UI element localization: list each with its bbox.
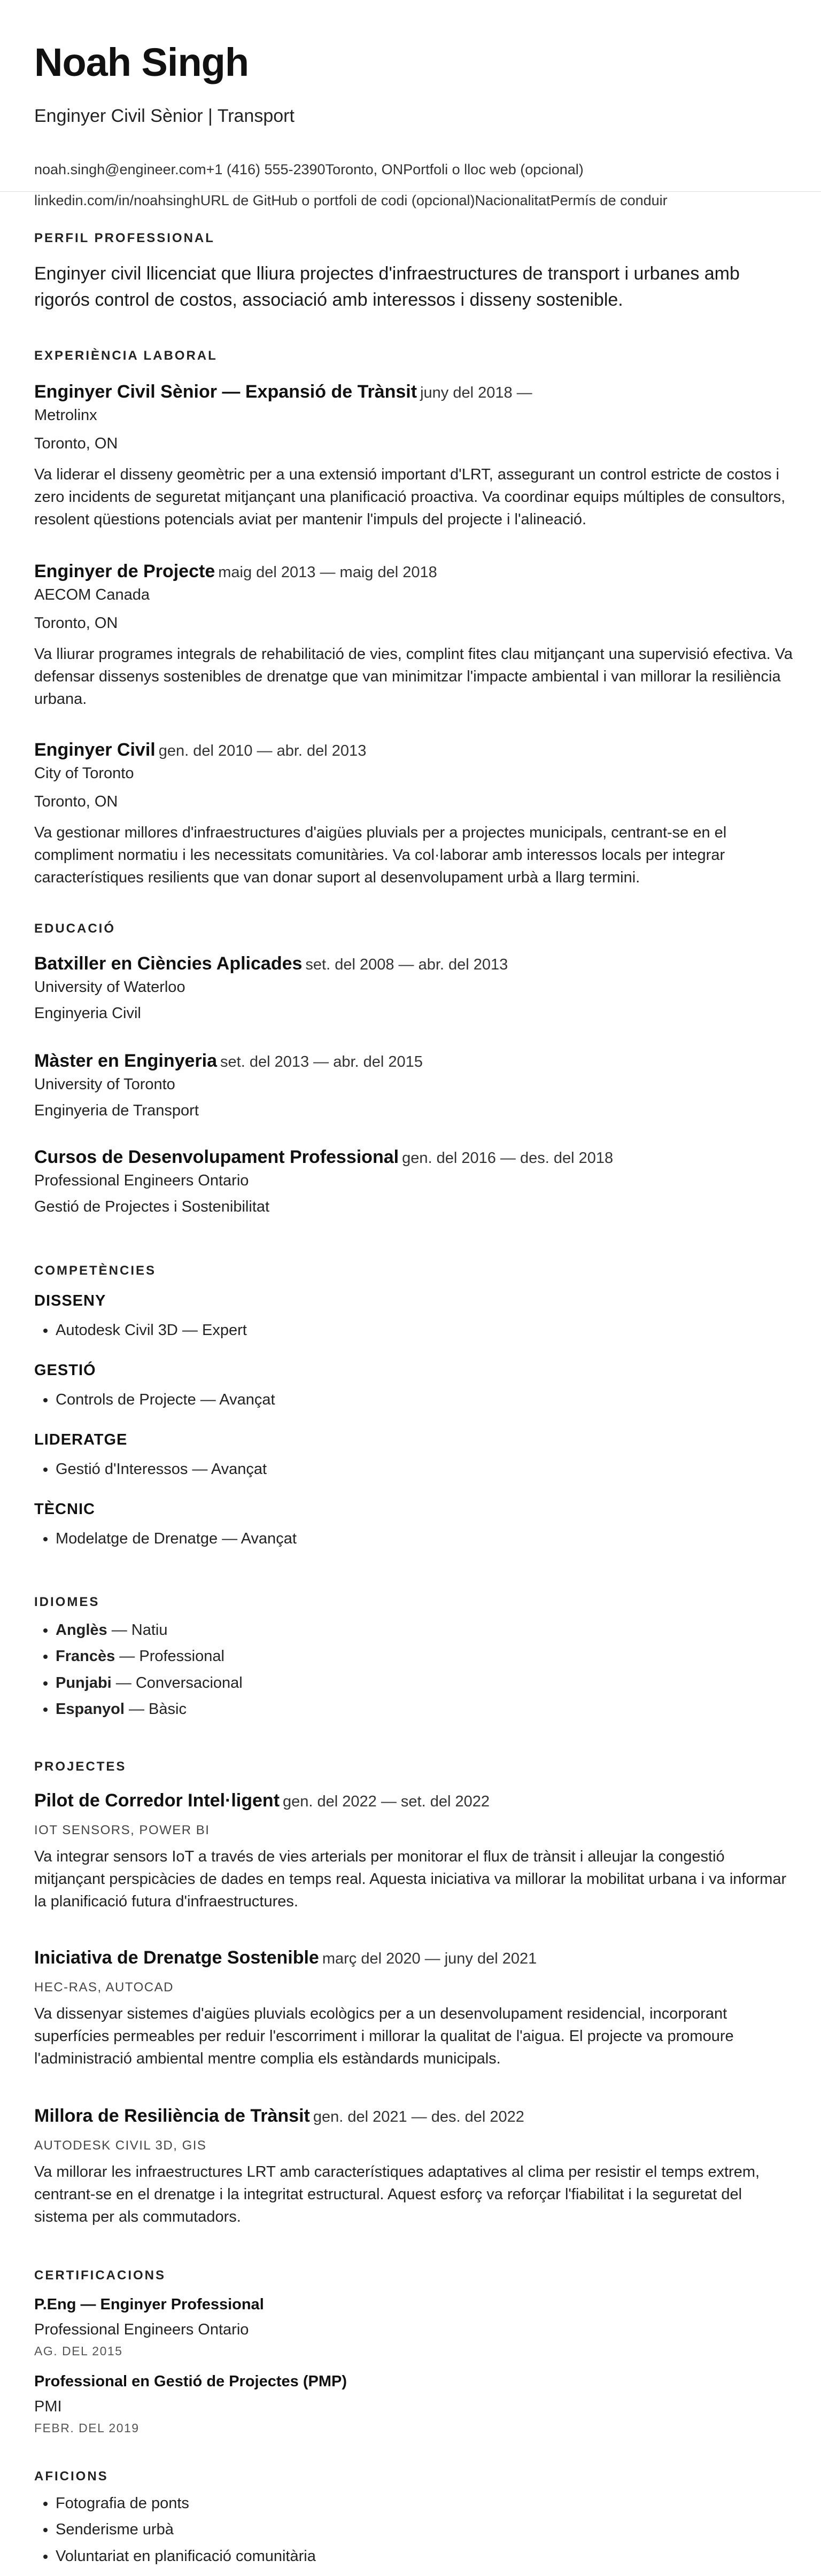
skill-item: • Controls de Projecte — Avançat	[56, 1387, 275, 1413]
skill-group-title: LIDERATGE	[34, 1431, 128, 1448]
education-entry	[34, 1147, 613, 1216]
language-item: • Punjabi — Conversacional	[56, 1670, 243, 1696]
language-item: • Espanyol — Bàsic	[56, 1696, 243, 1722]
interests-heading: AFICIONS	[34, 2469, 109, 2484]
field-of-study: Gestió de Projectes i Sostenibilitat	[34, 1198, 270, 1215]
skill-group-title: GESTIÓ	[34, 1362, 96, 1379]
school-name: Professional Engineers Ontario	[34, 1172, 249, 1189]
job-title: Enginyer Civil Sènior — Expansió de Trànsit	[34, 382, 417, 402]
portfolio-link[interactable]: Portfoli o lloc web (opcional)	[403, 161, 584, 177]
header-divider	[0, 191, 821, 192]
education-entry	[34, 1051, 423, 1120]
skill-item: • Gestió d'Interessos — Avançat	[56, 1456, 267, 1483]
project-dates: gen. del 2022 — set. del 2022	[283, 1793, 490, 1810]
skill-group-title: DISSENY	[34, 1292, 106, 1309]
education-entry	[34, 953, 508, 1022]
project-description: Va integrar sensors IoT a través de vies arterials per monitorar el flux de trànsit i alleujar la congestió mitjançant perspicàcies de dades en temps real. Aquesta iniciativa va millorar la mobilitat urbana i va informar la planificació futura d'infraestructures.	[34, 1848, 787, 1911]
project-title: Pilot de Corredor Intel·ligent	[34, 1790, 280, 1811]
degree-title: Batxiller en Ciències Aplicades	[34, 953, 303, 974]
skill-group-title: TÈCNIC	[34, 1501, 95, 1518]
project-title: Iniciativa de Drenatge Sostenible	[34, 1947, 319, 1968]
candidate-name: Noah Singh	[34, 40, 249, 84]
certification-date: FEBR. DEL 2019	[34, 2421, 140, 2435]
job-dates: maig del 2013 — maig del 2018	[218, 564, 437, 581]
job-dates: juny del 2018 —	[420, 384, 532, 401]
school-name: University of Toronto	[34, 1076, 175, 1093]
contact-row	[34, 161, 584, 178]
license-text: Permís de conduir	[550, 192, 668, 208]
projects-heading: PROJECTES	[34, 1759, 127, 1774]
degree-dates: set. del 2008 — abr. del 2013	[305, 956, 508, 973]
job-company: AECOM Canada	[34, 586, 150, 603]
skill-group	[34, 1292, 247, 1344]
degree-dates: set. del 2013 — abr. del 2015	[220, 1053, 423, 1070]
job-entry	[34, 382, 793, 531]
field-of-study: Enginyeria Civil	[34, 1005, 141, 1022]
phone-text: +1 (416) 555-2390	[206, 161, 326, 177]
job-entry	[34, 740, 793, 889]
nationality-text: Nacionalitat	[475, 192, 551, 208]
languages-list	[34, 1617, 243, 1722]
certification-entry	[34, 2296, 264, 2358]
project-entry	[34, 1947, 793, 2070]
degree-title: Màster en Enginyeria	[34, 1051, 218, 1071]
project-description: Va dissenyar sistemes d'aigües pluvials ecològics per a un desenvolupament residencial, incorporant superfícies permeables per reduir l'escorriment i millorar la qualitat de l'aigua. El projecte va promoure l'administració ambiental mentre complia els estàndards municipals.	[34, 2005, 734, 2068]
interests-list	[34, 2490, 316, 2570]
job-description: Va lliurar programes integrals de rehabilitació de vies, complint fites clau mitjançant una supervisió efectiva. Va defensar dissenys sostenibles de drenatge que van minimitzar l'impacte ambiental i van millorar la resiliència urbana.	[34, 646, 793, 708]
project-tech: AUTODESK CIVIL 3D, GIS	[34, 2138, 207, 2153]
certification-date: AG. DEL 2015	[34, 2344, 123, 2358]
github-link[interactable]: URL de GitHub o portfoli de codi (opcional)	[200, 192, 475, 208]
degree-dates: gen. del 2016 — des. del 2018	[402, 1150, 614, 1167]
languages-heading: IDIOMES	[34, 1595, 100, 1609]
summary-text: Enginyer civil llicenciat que lliura projectes d'infraestructures de transport i urbanes amb rigorós control de costos, associació amb interessos i disseny sostenible.	[34, 263, 740, 311]
job-title: Enginyer Civil	[34, 740, 156, 760]
certification-name: Professional en Gestió de Projectes (PMP)	[34, 2373, 347, 2390]
job-dates: gen. del 2010 — abr. del 2013	[158, 742, 367, 759]
job-company: Metrolinx	[34, 407, 97, 424]
candidate-headline: Enginyer Civil Sènior | Transport	[34, 106, 295, 126]
interest-item: • Fotografia de ponts	[56, 2490, 316, 2517]
job-location: Toronto, ON	[34, 615, 118, 632]
language-item: • Anglès — Natiu	[56, 1617, 243, 1643]
experience-heading: EXPERIÈNCIA LABORAL	[34, 348, 218, 363]
skill-group	[34, 1431, 267, 1483]
links-row	[34, 192, 668, 209]
location-text: Toronto, ON	[325, 161, 404, 177]
certification-entry	[34, 2373, 347, 2435]
field-of-study: Enginyeria de Transport	[34, 1102, 199, 1119]
language-item: • Francès — Professional	[56, 1643, 243, 1670]
skill-item: • Autodesk Civil 3D — Expert	[56, 1317, 247, 1344]
certifications-heading: CERTIFICACIONS	[34, 2268, 166, 2283]
project-title: Millora de Resiliència de Trànsit	[34, 2106, 310, 2126]
skill-item: • Modelatge de Drenatge — Avançat	[56, 1526, 297, 1552]
job-title: Enginyer de Projecte	[34, 561, 215, 581]
project-dates: gen. del 2021 — des. del 2022	[313, 2108, 524, 2125]
project-entry	[34, 2106, 793, 2228]
project-dates: març del 2020 — juny del 2021	[322, 1950, 537, 1967]
project-tech: HEC-RAS, AUTOCAD	[34, 1980, 174, 1995]
linkedin-link[interactable]: linkedin.com/in/noahsingh	[34, 192, 200, 208]
skill-group	[34, 1501, 297, 1552]
project-tech: IOT SENSORS, POWER BI	[34, 1823, 210, 1837]
project-entry	[34, 1790, 793, 1913]
certification-issuer: Professional Engineers Ontario	[34, 2321, 249, 2338]
job-description: Va liderar el disseny geomètric per a una extensió important d'LRT, assegurant un control estricte de costos i zero incidents de seguretat mitjançant una planificació proactiva. Va coordinar equips múltiples de consultors, resolent qüestions potencials aviat per mantenir l'impuls del projecte i l'alineació.	[34, 466, 786, 529]
job-entry	[34, 561, 793, 710]
education-heading: EDUCACIÓ	[34, 921, 116, 936]
email-link[interactable]: noah.singh@engineer.com	[34, 161, 206, 177]
certification-name: P.Eng — Enginyer Professional	[34, 2296, 264, 2313]
certification-issuer: PMI	[34, 2398, 62, 2415]
degree-title: Cursos de Desenvolupament Professional	[34, 1147, 399, 1167]
job-company: City of Toronto	[34, 765, 134, 782]
job-description: Va gestionar millores d'infraestructures d'aigües pluvials per a projectes municipals, centrant-se en el compliment normatiu i les necessitats comunitàries. Va col·laborar amb interessos locals per integrar característiques resilients que van donar suport al desenvolupament urbà a llarg termini.	[34, 824, 727, 887]
skill-group	[34, 1362, 275, 1413]
skills-heading: COMPETÈNCIES	[34, 1263, 157, 1278]
interest-item: • Voluntariat en planificació comunitària	[56, 2543, 316, 2570]
project-description: Va millorar les infraestructures LRT amb característiques adaptatives al clima per resistir el temps extrem, centrant-se en el drenatge i la integritat estructural. Aquest esforç va reforçar l'fiabilitat i la seguretat del sistema per als commutadors.	[34, 2163, 760, 2226]
school-name: University of Waterloo	[34, 979, 185, 996]
interest-item: • Senderisme urbà	[56, 2517, 316, 2543]
summary-heading: PERFIL PROFESSIONAL	[34, 231, 215, 245]
job-location: Toronto, ON	[34, 793, 118, 810]
job-location: Toronto, ON	[34, 435, 118, 452]
